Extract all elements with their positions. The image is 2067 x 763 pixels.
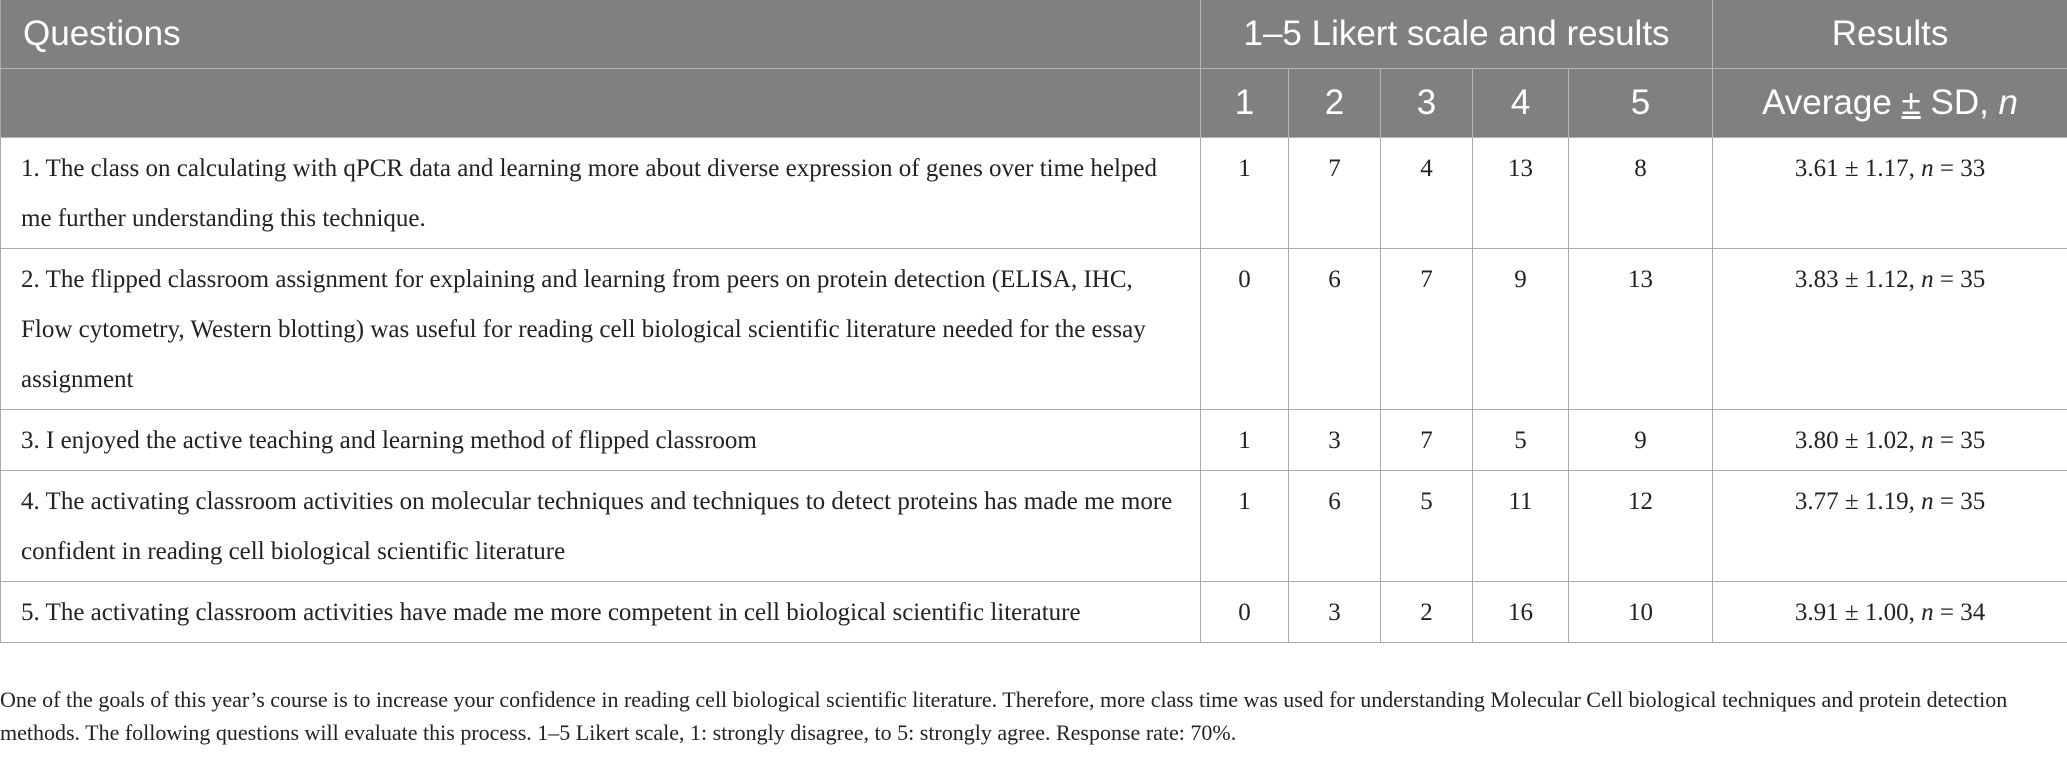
table-row — [1, 471, 2067, 582]
count-cell: 0 — [1201, 582, 1289, 643]
result-cell — [1713, 138, 2067, 249]
count-cell: 16 — [1473, 582, 1569, 643]
count-cell: 13 — [1569, 249, 1713, 410]
count-cell: 12 — [1569, 471, 1713, 582]
n-label: n — [1998, 83, 2019, 122]
questions-header: Questions — [1, 0, 1201, 69]
likert-header: 1–5 Likert scale and results — [1201, 0, 1713, 69]
count-cell: 10 — [1569, 582, 1713, 643]
question-cell: 1. The class on calculating with qPCR data and learning more about diverse expression of genes over time helped me further understanding this technique. — [1, 138, 1201, 249]
scale-header-5: 5 — [1569, 69, 1713, 138]
count-cell: 13 — [1473, 138, 1569, 249]
result-n-label: n — [1921, 427, 1934, 454]
sd-label: SD, — [1920, 83, 1999, 122]
result-n-value: = 35 — [1933, 488, 1986, 515]
count-cell: 7 — [1381, 249, 1473, 410]
result-cell — [1713, 410, 2067, 471]
header-row-top — [1, 0, 2067, 69]
table-row — [1, 138, 2067, 249]
question-cell: 2. The flipped classroom assignment for explaining and learning from peers on protein detection (ELISA, IHC, Flow cytometry, Western blotting) was useful for reading cell biological scientific literature needed for the essay assignment — [1, 249, 1201, 410]
header-row-scale — [1, 69, 2067, 138]
scale-header-2: 2 — [1289, 69, 1381, 138]
scale-header-3: 3 — [1381, 69, 1473, 138]
count-cell: 1 — [1201, 138, 1289, 249]
plus-minus-symbol: ± — [1901, 83, 1921, 122]
count-cell: 11 — [1473, 471, 1569, 582]
count-cell: 6 — [1289, 471, 1381, 582]
average-label: Average — [1762, 83, 1902, 122]
result-n-value: = 34 — [1933, 599, 1986, 626]
result-stat: 3.83 ± 1.12, — [1794, 266, 1922, 293]
scale-header-1: 1 — [1201, 69, 1289, 138]
result-stat: 3.80 ± 1.02, — [1794, 427, 1922, 454]
count-cell: 5 — [1381, 471, 1473, 582]
table-row — [1, 582, 2067, 643]
result-stat: 3.61 ± 1.17, — [1794, 155, 1922, 182]
count-cell: 8 — [1569, 138, 1713, 249]
questions-subheader-empty — [1, 69, 1201, 138]
table-row — [1, 410, 2067, 471]
result-stat: 3.91 ± 1.00, — [1794, 599, 1922, 626]
count-cell: 2 — [1381, 582, 1473, 643]
count-cell: 7 — [1381, 410, 1473, 471]
result-n-label: n — [1921, 599, 1934, 626]
count-cell: 9 — [1569, 410, 1713, 471]
result-n-label: n — [1921, 155, 1934, 182]
question-cell: 4. The activating classroom activities on molecular techniques and techniques to detect proteins has made me more confident in reading cell biological scientific literature — [1, 471, 1201, 582]
result-n-value: = 33 — [1933, 155, 1986, 182]
result-n-value: = 35 — [1933, 427, 1986, 454]
result-n-value: = 35 — [1933, 266, 1986, 293]
table-footnote: One of the goals of this year’s course is to increase your confidence in reading cell biological scientific literature. Therefore, more class time was used for understanding Molecular Cell biological techniques and protein detection methods. The following questions will evaluate this process. 1–5 Likert scale, 1: strongly disagree, to 5: strongly agree. Response rate: 70%. — [0, 687, 2008, 745]
scale-header-4: 4 — [1473, 69, 1569, 138]
table-row — [1, 249, 2067, 410]
results-header: Results — [1713, 0, 2067, 69]
result-cell — [1713, 471, 2067, 582]
count-cell: 5 — [1473, 410, 1569, 471]
count-cell: 3 — [1289, 582, 1381, 643]
count-cell: 9 — [1473, 249, 1569, 410]
question-cell: 3. I enjoyed the active teaching and learning method of flipped classroom — [1, 410, 1201, 471]
count-cell: 3 — [1289, 410, 1381, 471]
result-n-label: n — [1921, 266, 1934, 293]
result-n-label: n — [1921, 488, 1934, 515]
count-cell: 1 — [1201, 471, 1289, 582]
result-cell — [1713, 249, 2067, 410]
question-cell: 5. The activating classroom activities have made me more competent in cell biological scientific literature — [1, 582, 1201, 643]
count-cell: 0 — [1201, 249, 1289, 410]
average-sd-header — [1713, 69, 2067, 138]
count-cell: 4 — [1381, 138, 1473, 249]
result-stat: 3.77 ± 1.19, — [1794, 488, 1922, 515]
count-cell: 6 — [1289, 249, 1381, 410]
count-cell: 1 — [1201, 410, 1289, 471]
result-cell — [1713, 582, 2067, 643]
count-cell: 7 — [1289, 138, 1381, 249]
